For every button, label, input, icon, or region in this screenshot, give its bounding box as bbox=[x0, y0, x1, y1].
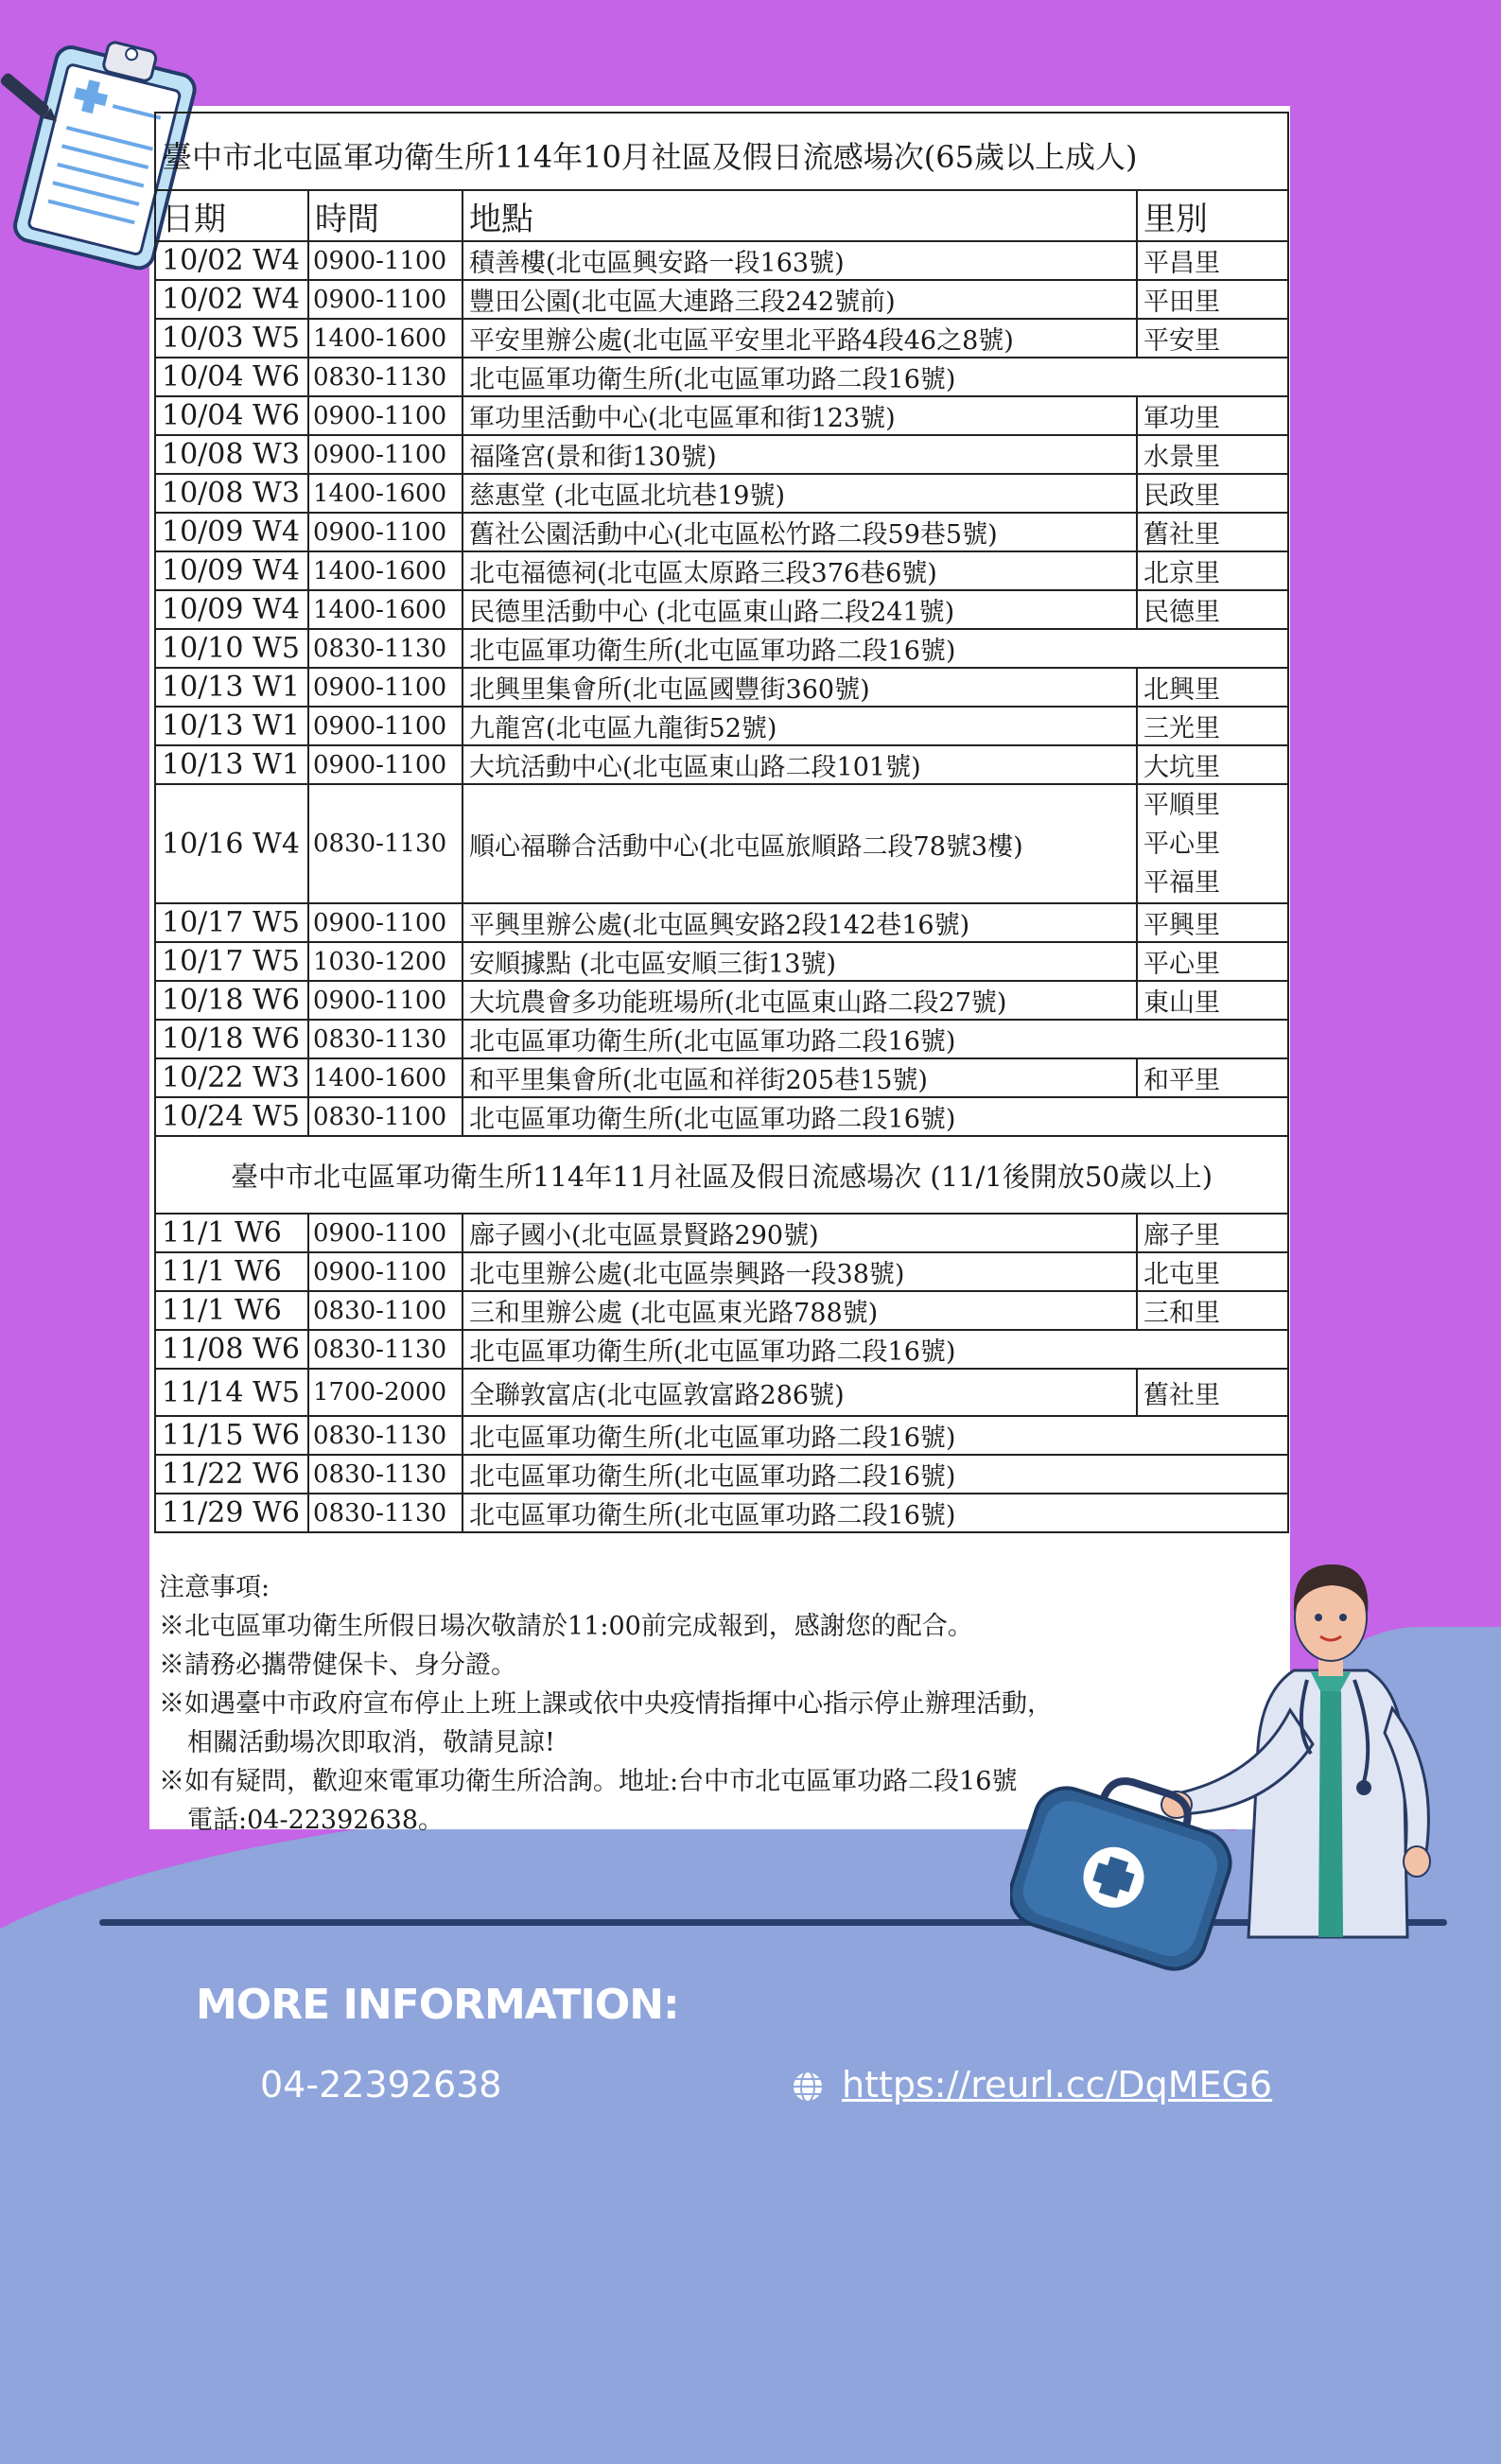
time-cell: 0830-1100 bbox=[308, 1097, 463, 1136]
place-cell: 北屯區軍功衛生所(北屯區軍功路二段16號) bbox=[463, 1020, 1288, 1058]
table-row bbox=[155, 745, 1288, 784]
header-time: 時間 bbox=[308, 190, 463, 241]
place-cell: 廍子國小(北屯區景賢路290號) bbox=[463, 1214, 1137, 1252]
date-cell: 10/13 W1 bbox=[155, 668, 308, 707]
place-cell: 北屯福德祠(北屯區太原路三段376巷6號) bbox=[463, 551, 1137, 590]
header-place: 地點 bbox=[463, 190, 1137, 241]
table-row bbox=[155, 1330, 1288, 1369]
place-cell: 三和里辦公處 (北屯區東光路788號) bbox=[463, 1291, 1137, 1330]
place-cell: 軍功里活動中心(北屯區軍和街123號) bbox=[463, 396, 1137, 435]
time-cell: 0900-1100 bbox=[308, 280, 463, 319]
time-cell: 1400-1600 bbox=[308, 319, 463, 358]
place-cell: 北屯區軍功衛生所(北屯區軍功路二段16號) bbox=[463, 629, 1288, 668]
place-cell: 慈惠堂 (北屯區北坑巷19號) bbox=[463, 474, 1137, 513]
date-cell: 10/08 W3 bbox=[155, 474, 308, 513]
header-date: 日期 bbox=[155, 190, 308, 241]
table-row bbox=[155, 1291, 1288, 1330]
note-line: ※北屯區軍功衛生所假日場次敬請於11:00前完成報到，感謝您的配合。 bbox=[159, 1612, 973, 1641]
date-cell: 10/13 W1 bbox=[155, 745, 308, 784]
time-cell: 0830-1130 bbox=[308, 358, 463, 396]
time-cell: 0900-1100 bbox=[308, 981, 463, 1020]
note-line: 電話:04-22392638。 bbox=[187, 1806, 445, 1835]
table-row bbox=[155, 435, 1288, 474]
table-row bbox=[155, 1455, 1288, 1494]
place-cell: 民德里活動中心 (北屯區東山路二段241號) bbox=[463, 590, 1137, 629]
table-row bbox=[155, 668, 1288, 707]
date-cell: 11/29 W6 bbox=[155, 1494, 308, 1532]
place-cell: 全聯敦富店(北屯區敦富路286號) bbox=[463, 1369, 1137, 1416]
date-cell: 11/1 W6 bbox=[155, 1252, 308, 1291]
table-row bbox=[155, 474, 1288, 513]
village-cell: 三光里 bbox=[1137, 707, 1288, 745]
time-cell: 0830-1130 bbox=[308, 629, 463, 668]
table-row bbox=[155, 551, 1288, 590]
table-row bbox=[155, 1058, 1288, 1097]
place-cell: 平安里辦公處(北屯區平安里北平路4段46之8號) bbox=[463, 319, 1137, 358]
village-cell: 平田里 bbox=[1137, 280, 1288, 319]
date-cell: 10/02 W4 bbox=[155, 241, 308, 280]
flu-schedule-table bbox=[154, 112, 1289, 1533]
village-cell: 民政里 bbox=[1137, 474, 1288, 513]
table-row bbox=[155, 1494, 1288, 1532]
more-information-heading: MORE INFORMATION: bbox=[196, 1981, 679, 2029]
village-cell: 大坑里 bbox=[1137, 745, 1288, 784]
time-cell: 0900-1100 bbox=[308, 1252, 463, 1291]
date-cell: 10/09 W4 bbox=[155, 590, 308, 629]
globe-icon bbox=[791, 2070, 825, 2104]
time-cell: 0900-1100 bbox=[308, 1214, 463, 1252]
table-row bbox=[155, 241, 1288, 280]
village-cell: 舊社里 bbox=[1137, 1369, 1288, 1416]
place-cell: 北屯區軍功衛生所(北屯區軍功路二段16號) bbox=[463, 1416, 1288, 1455]
table-row bbox=[155, 358, 1288, 396]
place-cell: 大坑活動中心(北屯區東山路二段101號) bbox=[463, 745, 1137, 784]
place-cell: 福隆宮(景和街130號) bbox=[463, 435, 1137, 474]
phone-number: 04-22392638 bbox=[260, 2064, 502, 2106]
place-cell: 北屯區軍功衛生所(北屯區軍功路二段16號) bbox=[463, 1330, 1288, 1369]
date-cell: 11/1 W6 bbox=[155, 1214, 308, 1252]
place-cell: 豐田公園(北屯區大連路三段242號前) bbox=[463, 280, 1137, 319]
table-row bbox=[155, 784, 1288, 903]
time-cell: 0830-1130 bbox=[308, 784, 463, 903]
village-cell: 民德里 bbox=[1137, 590, 1288, 629]
place-cell: 北屯里辦公處(北屯區崇興路一段38號) bbox=[463, 1252, 1137, 1291]
time-cell: 0830-1130 bbox=[308, 1020, 463, 1058]
time-cell: 0900-1100 bbox=[308, 903, 463, 942]
table-row bbox=[155, 1416, 1288, 1455]
time-cell: 1400-1600 bbox=[308, 474, 463, 513]
note-line: ※如有疑問，歡迎來電軍功衛生所洽詢。地址:台中市北屯區軍功路二段16號 bbox=[159, 1767, 1018, 1796]
date-cell: 11/08 W6 bbox=[155, 1330, 308, 1369]
header-village: 里別 bbox=[1137, 190, 1288, 241]
october-title: 臺中市北屯區軍功衛生所114年10月社區及假日流感場次(65歲以上成人) bbox=[155, 113, 1288, 190]
village-cell: 平心里 bbox=[1137, 942, 1288, 981]
time-cell: 1700-2000 bbox=[308, 1369, 463, 1416]
village-cell: 東山里 bbox=[1137, 981, 1288, 1020]
time-cell: 0900-1100 bbox=[308, 435, 463, 474]
place-cell: 積善樓(北屯區興安路一段163號) bbox=[463, 241, 1137, 280]
date-cell: 10/03 W5 bbox=[155, 319, 308, 358]
place-cell: 舊社公園活動中心(北屯區松竹路二段59巷5號) bbox=[463, 513, 1137, 551]
village-cell: 水景里 bbox=[1137, 435, 1288, 474]
date-cell: 10/02 W4 bbox=[155, 280, 308, 319]
notes-heading: 注意事項: bbox=[159, 1573, 271, 1602]
place-cell: 平興里辦公處(北屯區興安路2段142巷16號) bbox=[463, 903, 1137, 942]
note-line: ※如遇臺中市政府宣布停止上班上課或依中央疫情指揮中心指示停止辦理活動， bbox=[159, 1689, 1053, 1719]
date-cell: 11/22 W6 bbox=[155, 1455, 308, 1494]
date-cell: 10/09 W4 bbox=[155, 551, 308, 590]
time-cell: 0830-1130 bbox=[308, 1416, 463, 1455]
time-cell: 0830-1100 bbox=[308, 1291, 463, 1330]
table-row bbox=[155, 1369, 1288, 1416]
table-row bbox=[155, 396, 1288, 435]
table-row bbox=[155, 513, 1288, 551]
date-cell: 10/16 W4 bbox=[155, 784, 308, 903]
time-cell: 1030-1200 bbox=[308, 942, 463, 981]
village-cell: 平昌里 bbox=[1137, 241, 1288, 280]
date-cell: 10/04 W6 bbox=[155, 358, 308, 396]
village-cell: 北屯里 bbox=[1137, 1252, 1288, 1291]
place-cell: 大坑農會多功能班場所(北屯區東山路二段27號) bbox=[463, 981, 1137, 1020]
table-row bbox=[155, 1214, 1288, 1252]
time-cell: 0830-1130 bbox=[308, 1494, 463, 1532]
table-row bbox=[155, 629, 1288, 668]
date-cell: 10/17 W5 bbox=[155, 903, 308, 942]
table-row bbox=[155, 1252, 1288, 1291]
place-cell: 順心福聯合活動中心(北屯區旅順路二段78號3樓) bbox=[463, 784, 1137, 903]
table-row bbox=[155, 903, 1288, 942]
village-name: 平心里 bbox=[1143, 829, 1220, 859]
village-cell: 和平里 bbox=[1137, 1058, 1288, 1097]
date-cell: 10/13 W1 bbox=[155, 707, 308, 745]
place-cell: 北興里集會所(北屯區國豐街360號) bbox=[463, 668, 1137, 707]
table-row bbox=[155, 1097, 1288, 1136]
place-cell: 和平里集會所(北屯區和祥街205巷15號) bbox=[463, 1058, 1137, 1097]
table-row bbox=[155, 981, 1288, 1020]
time-cell: 1400-1600 bbox=[308, 1058, 463, 1097]
date-cell: 10/18 W6 bbox=[155, 981, 308, 1020]
table-row bbox=[155, 707, 1288, 745]
village-cell: 廍子里 bbox=[1137, 1214, 1288, 1252]
november-title-row bbox=[155, 1136, 1288, 1214]
header-row bbox=[155, 190, 1288, 241]
time-cell: 0830-1130 bbox=[308, 1455, 463, 1494]
place-cell: 北屯區軍功衛生所(北屯區軍功路二段16號) bbox=[463, 358, 1288, 396]
november-title: 臺中市北屯區軍功衛生所114年11月社區及假日流感場次 (11/1後開放50歲以上) bbox=[155, 1136, 1288, 1214]
time-cell: 0900-1100 bbox=[308, 396, 463, 435]
date-cell: 10/04 W6 bbox=[155, 396, 308, 435]
village-cell: 平興里 bbox=[1137, 903, 1288, 942]
village-name: 平福里 bbox=[1143, 867, 1220, 898]
date-cell: 11/14 W5 bbox=[155, 1369, 308, 1416]
table-row bbox=[155, 280, 1288, 319]
time-cell: 0900-1100 bbox=[308, 513, 463, 551]
date-cell: 10/17 W5 bbox=[155, 942, 308, 981]
date-cell: 11/15 W6 bbox=[155, 1416, 308, 1455]
note-line: 相關活動場次即取消，敬請見諒! bbox=[187, 1728, 555, 1757]
time-cell: 1400-1600 bbox=[308, 590, 463, 629]
village-cell: 軍功里 bbox=[1137, 396, 1288, 435]
table-row bbox=[155, 1020, 1288, 1058]
website-link[interactable]: https://reurl.cc/DqMEG6 bbox=[842, 2064, 1273, 2106]
note-line: ※請務必攜帶健保卡、身分證。 bbox=[159, 1651, 516, 1680]
time-cell: 0900-1100 bbox=[308, 241, 463, 280]
date-cell: 10/09 W4 bbox=[155, 513, 308, 551]
time-cell: 1400-1600 bbox=[308, 551, 463, 590]
date-cell: 10/18 W6 bbox=[155, 1020, 308, 1058]
place-cell: 北屯區軍功衛生所(北屯區軍功路二段16號) bbox=[463, 1455, 1288, 1494]
place-cell: 北屯區軍功衛生所(北屯區軍功路二段16號) bbox=[463, 1494, 1288, 1532]
village-name: 平順里 bbox=[1143, 790, 1220, 820]
time-cell: 0900-1100 bbox=[308, 668, 463, 707]
table-row bbox=[155, 319, 1288, 358]
village-cell: 平安里 bbox=[1137, 319, 1288, 358]
date-cell: 10/24 W5 bbox=[155, 1097, 308, 1136]
date-cell: 10/22 W3 bbox=[155, 1058, 308, 1097]
october-title-row bbox=[155, 113, 1288, 190]
date-cell: 10/10 W5 bbox=[155, 629, 308, 668]
place-cell: 安順據點 (北屯區安順三街13號) bbox=[463, 942, 1137, 981]
doctor-illustration bbox=[1010, 1530, 1501, 2003]
village-cell: 三和里 bbox=[1137, 1291, 1288, 1330]
table-row bbox=[155, 942, 1288, 981]
date-cell: 11/1 W6 bbox=[155, 1291, 308, 1330]
date-cell: 10/08 W3 bbox=[155, 435, 308, 474]
village-cell: 北興里 bbox=[1137, 668, 1288, 707]
time-cell: 0900-1100 bbox=[308, 707, 463, 745]
village-cell: 舊社里 bbox=[1137, 513, 1288, 551]
time-cell: 0900-1100 bbox=[308, 745, 463, 784]
place-cell: 北屯區軍功衛生所(北屯區軍功路二段16號) bbox=[463, 1097, 1288, 1136]
village-cell bbox=[1137, 784, 1288, 903]
place-cell: 九龍宮(北屯區九龍街52號) bbox=[463, 707, 1137, 745]
table-row bbox=[155, 590, 1288, 629]
time-cell: 0830-1130 bbox=[308, 1330, 463, 1369]
village-cell: 北京里 bbox=[1137, 551, 1288, 590]
